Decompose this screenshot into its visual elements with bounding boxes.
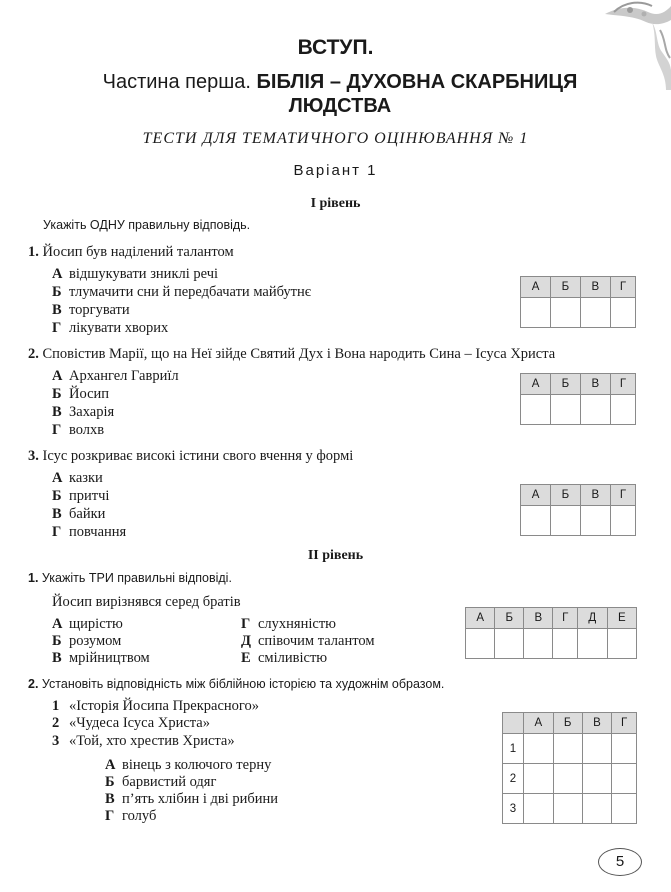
row-label: 3	[503, 794, 524, 824]
answer-cell[interactable]	[582, 794, 612, 824]
q2-option-a[interactable]: А Архангел Гавриїл	[52, 368, 179, 384]
image-option-b[interactable]: Б барвистий одяг	[105, 774, 217, 790]
answer-cell[interactable]	[577, 629, 607, 659]
question-2-text: Сповістив Марії, що на Неї зійде Святий Дух і Вона народить Сина – Ісуса Христа	[42, 346, 556, 362]
question-3-number: 3.	[28, 448, 39, 464]
q1-option-c[interactable]: В торгувати	[52, 302, 130, 318]
q2-option-d[interactable]: Г волхв	[52, 422, 105, 438]
answer-cell[interactable]	[466, 629, 495, 659]
answer-header: Д	[577, 608, 607, 629]
image-option-d[interactable]: Г голуб	[105, 808, 157, 824]
part-name: БІБЛІЯ – ДУХОВНА СКАРБНИЦЯ ЛЮДСТВА	[256, 71, 578, 117]
answer-header: Г	[610, 277, 635, 298]
question-1	[28, 244, 234, 261]
answer-header: Г	[612, 713, 637, 734]
answer-cell[interactable]	[610, 298, 635, 328]
answer-header: А	[524, 713, 554, 734]
question-1-number: 1.	[28, 244, 39, 260]
l2q1-option-f[interactable]: Е сміливістю	[241, 650, 328, 666]
l2q1-option-a[interactable]: А щирістю	[52, 616, 123, 632]
answer-cell[interactable]	[612, 794, 637, 824]
answer-cell[interactable]	[612, 734, 637, 764]
q3-option-d[interactable]: Г повчання	[52, 524, 127, 540]
answer-header: В	[582, 713, 612, 734]
part-title	[60, 70, 620, 118]
level-2-q1-instruction: 1. Укажіть ТРИ правильні відповіді.	[28, 571, 232, 585]
q2-option-b[interactable]: Б Йосип	[52, 386, 110, 402]
answer-cell[interactable]	[610, 395, 635, 425]
answer-cell[interactable]	[580, 395, 610, 425]
answer-cell[interactable]	[521, 298, 551, 328]
q3-option-b[interactable]: Б притчі	[52, 488, 110, 504]
answer-header: Б	[551, 374, 581, 395]
q2-answer-grid	[520, 373, 636, 425]
question-2-number: 2.	[28, 346, 39, 362]
section-title: ВСТУП.	[297, 36, 374, 59]
answer-header: А	[521, 277, 551, 298]
question-3-text: Ісус розкриває високі істини свого вчення у формі	[42, 448, 354, 464]
q3-answer-grid	[520, 484, 636, 536]
q3-option-c[interactable]: В байки	[52, 506, 106, 522]
q1-option-b[interactable]: Б тлумачити сни й передбачати майбутнє	[52, 284, 311, 300]
answer-cell[interactable]	[582, 764, 612, 794]
answer-cell[interactable]	[551, 298, 581, 328]
answer-header: Б	[553, 713, 582, 734]
answer-cell[interactable]	[553, 764, 582, 794]
level-1-instruction: Укажіть ОДНУ правильну відповідь.	[43, 218, 251, 232]
answer-header: Г	[553, 608, 577, 629]
answer-cell[interactable]	[551, 506, 581, 536]
variant-label: Варіант 1	[293, 162, 378, 179]
l2q1-answer-grid	[465, 607, 637, 659]
part-prefix: Частина перша.	[102, 71, 257, 93]
q1-option-a[interactable]: А відшукувати зниклі речі	[52, 266, 219, 282]
image-option-a[interactable]: А вінець з колючого терну	[105, 757, 272, 773]
level-2-q2-instruction: 2. Установіть відповідність між біблійною історією та художнім образом.	[28, 677, 445, 691]
answer-header: А	[521, 374, 551, 395]
l2q1-option-b[interactable]: Б розумом	[52, 633, 122, 649]
answer-cell[interactable]	[524, 734, 554, 764]
row-label: 2	[503, 764, 524, 794]
image-option-c[interactable]: В п’ять хлібин і дві рибини	[105, 791, 279, 807]
story-1: 1 «Історія Йосипа Прекрасного»	[52, 698, 260, 714]
tests-title: ТЕСТИ ДЛЯ ТЕМАТИЧНОГО ОЦІНЮВАННЯ № 1	[142, 130, 529, 147]
q1-option-d[interactable]: Г лікувати хворих	[52, 320, 169, 336]
l2q1-option-c[interactable]: В мрійництвом	[52, 650, 150, 666]
answer-header: А	[466, 608, 495, 629]
q3-option-a[interactable]: А казки	[52, 470, 103, 486]
answer-header: В	[580, 485, 610, 506]
answer-cell[interactable]	[582, 734, 612, 764]
answer-cell[interactable]	[521, 395, 551, 425]
answer-cell[interactable]	[553, 794, 582, 824]
answer-cell[interactable]	[580, 506, 610, 536]
answer-header: В	[524, 608, 553, 629]
answer-cell[interactable]	[551, 395, 581, 425]
grid-corner	[503, 713, 524, 734]
l2q1-option-e[interactable]: Д співочим талантом	[241, 633, 375, 649]
answer-header: В	[580, 374, 610, 395]
answer-cell[interactable]	[612, 764, 637, 794]
answer-cell[interactable]	[580, 298, 610, 328]
answer-cell[interactable]	[553, 629, 577, 659]
level-2-q1-text: Йосип вирізнявся серед братів	[52, 594, 241, 610]
q1-answer-grid	[520, 276, 636, 328]
answer-cell[interactable]	[521, 506, 551, 536]
matching-answer-grid	[502, 712, 637, 824]
page-number: 5	[598, 848, 642, 876]
level-2-title: II рівень	[307, 548, 364, 563]
answer-header: Б	[551, 485, 581, 506]
answer-cell[interactable]	[607, 629, 636, 659]
answer-cell[interactable]	[495, 629, 524, 659]
row-label: 1	[503, 734, 524, 764]
question-2	[28, 346, 555, 363]
answer-header: Е	[607, 608, 636, 629]
answer-header: Б	[495, 608, 524, 629]
answer-cell[interactable]	[524, 794, 554, 824]
answer-cell[interactable]	[524, 629, 553, 659]
answer-cell[interactable]	[553, 734, 582, 764]
answer-header: Б	[551, 277, 581, 298]
question-1-text: Йосип був наділений талантом	[42, 244, 234, 260]
answer-header: А	[521, 485, 551, 506]
level-1-title: I рівень	[310, 196, 361, 211]
story-2: 2 «Чудеса Ісуса Христа»	[52, 715, 210, 731]
story-3: 3 «Той, хто хрестив Христа»	[52, 733, 235, 749]
question-3	[28, 448, 353, 465]
answer-header: Г	[610, 485, 635, 506]
l2q1-option-d[interactable]: Г слухняністю	[241, 616, 336, 632]
answer-header: Г	[610, 374, 635, 395]
answer-cell[interactable]	[524, 764, 554, 794]
answer-header: В	[580, 277, 610, 298]
answer-cell[interactable]	[610, 506, 635, 536]
q2-option-c[interactable]: В Захарія	[52, 404, 115, 420]
